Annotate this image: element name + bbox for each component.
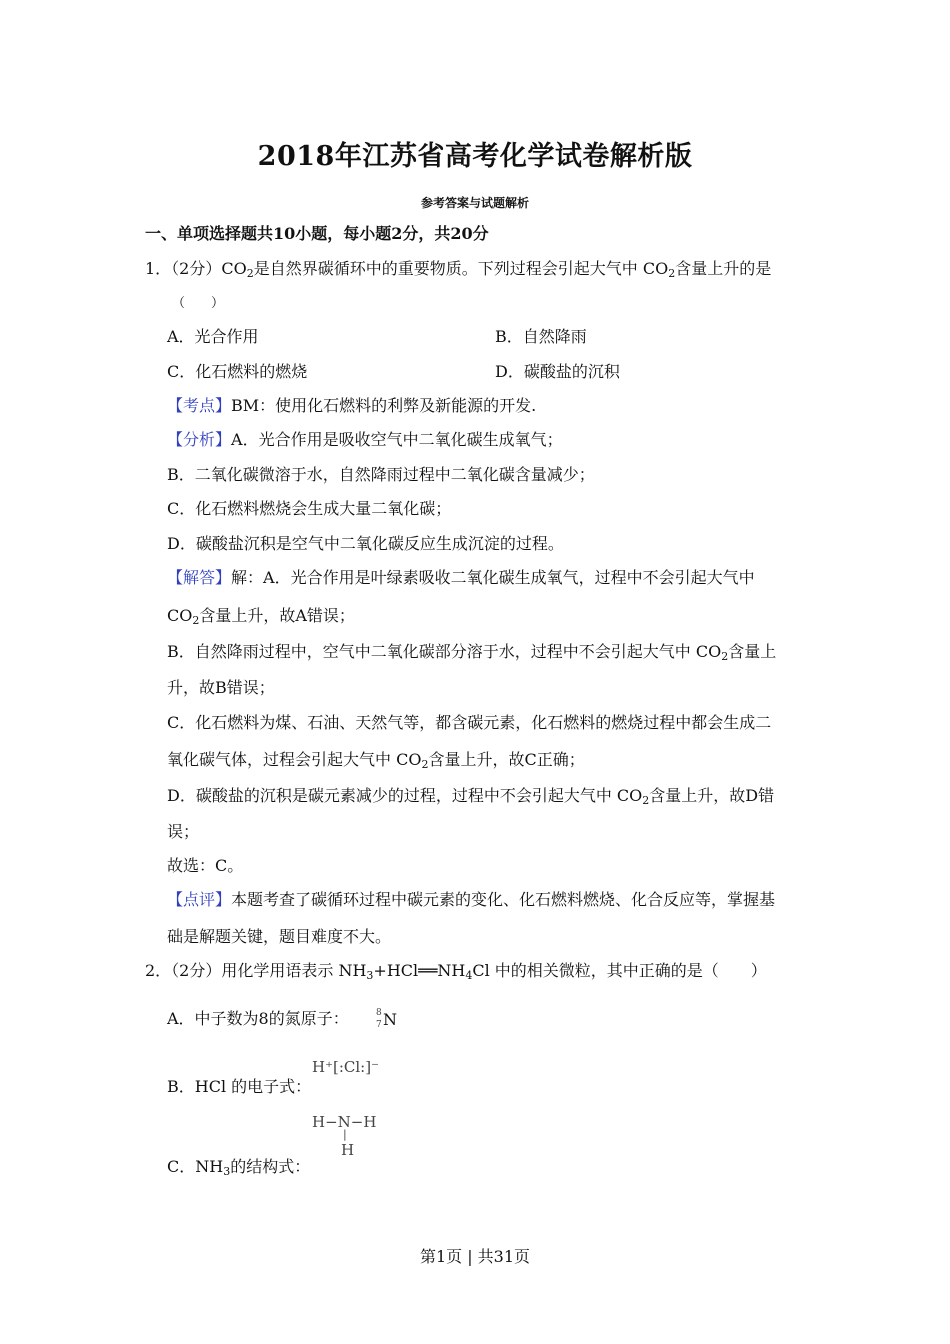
hcl-electron-formula: H⁺[:Cl:]⁻: [312, 1058, 380, 1076]
q1-jieda-line: C．化石燃料为煤、石油、天然气等，都含碳元素，化石燃料的燃烧过程中都会生成二: [167, 713, 772, 732]
q1-jieda-line: 氧化碳气体，过程会引起大气中 $CO_2$含量上升，故C正确；: [167, 750, 585, 771]
nh3-structural-formula: H−N−H | H: [312, 1113, 377, 1159]
page-title: 2018年江苏省高考化学试卷解析版: [257, 141, 693, 172]
q1-option-b: B．自然降雨: [495, 327, 587, 346]
q1-fenxi-line: C．化石燃料燃烧会生成大量二氧化碳；: [167, 499, 452, 518]
q1-option-c: C．化石燃料的燃烧: [167, 362, 308, 381]
q1-jieda-line: $CO_2$含量上升，故A错误；: [167, 606, 355, 627]
q2-option-a: A．中子数为8的氮原子：: [167, 1009, 349, 1028]
q1-fenxi: 【分析】A．光合作用是吸收空气中二氧化碳生成氧气；: [167, 430, 563, 449]
q1-jieda-line: 误；: [167, 822, 200, 841]
q1-jieda-line: 升，故B错误；: [167, 678, 275, 697]
q1-jieda: 【解答】解：A．光合作用是叶绿素吸收二氧化碳生成氧气，过程中不会引起大气中: [167, 568, 755, 587]
q2-option-b: B．HCl 的电子式：: [167, 1077, 312, 1096]
q1-jieda-line: D．碳酸盐的沉积是碳元素减少的过程，过程中不会引起大气中 $CO_2$含量上升，故D错: [167, 786, 775, 807]
q1-option-a: A．光合作用: [167, 327, 259, 346]
section-heading: 一、单项选择题共10小题，每小题2分，共20分: [145, 224, 489, 243]
q2-stem: 2．（2分）用化学用语表示 $NH_3+HCl══NH_4Cl$ 中的相关微粒，其中正确的是（ ）: [145, 961, 767, 982]
page-subtitle: 参考答案与试题解析: [420, 196, 529, 210]
q1-dianping-line: 础是解题关键，题目难度不大。: [167, 927, 392, 946]
page-footer: 第1页 | 共31页: [419, 1247, 531, 1266]
q1-stem: 1．（2分）$CO_2$是自然界碳循环中的重要物质。下列过程会引起大气中 $CO_2$含量上升的是: [145, 259, 772, 280]
q1-fenxi-line: B．二氧化碳微溶于水，自然降雨过程中二氧化碳含量减少；: [167, 465, 595, 484]
q1-kaodian: 【考点】BM：使用化石燃料的利弊及新能源的开发.: [167, 396, 537, 415]
q1-fenxi-line: D．碳酸盐沉积是空气中二氧化碳反应生成沉淀的过程。: [167, 534, 564, 553]
q1-final-answer: 故选：C。: [167, 856, 244, 875]
q2-option-c: C．$NH_3$的结构式：: [167, 1157, 311, 1178]
q1-jieda-line: B．自然降雨过程中，空气中二氧化碳部分溶于水，过程中不会引起大气中 $CO_2$含量上: [167, 642, 777, 663]
q1-option-d: D．碳酸盐的沉积: [495, 362, 620, 381]
q1-answer-paren: （ ）: [172, 296, 225, 311]
nitrogen-isotope-notation: 8 7 N: [376, 1008, 397, 1030]
q1-dianping: 【点评】本题考查了碳循环过程中碳元素的变化、化石燃料燃烧、化合反应等，掌握基: [167, 890, 776, 909]
